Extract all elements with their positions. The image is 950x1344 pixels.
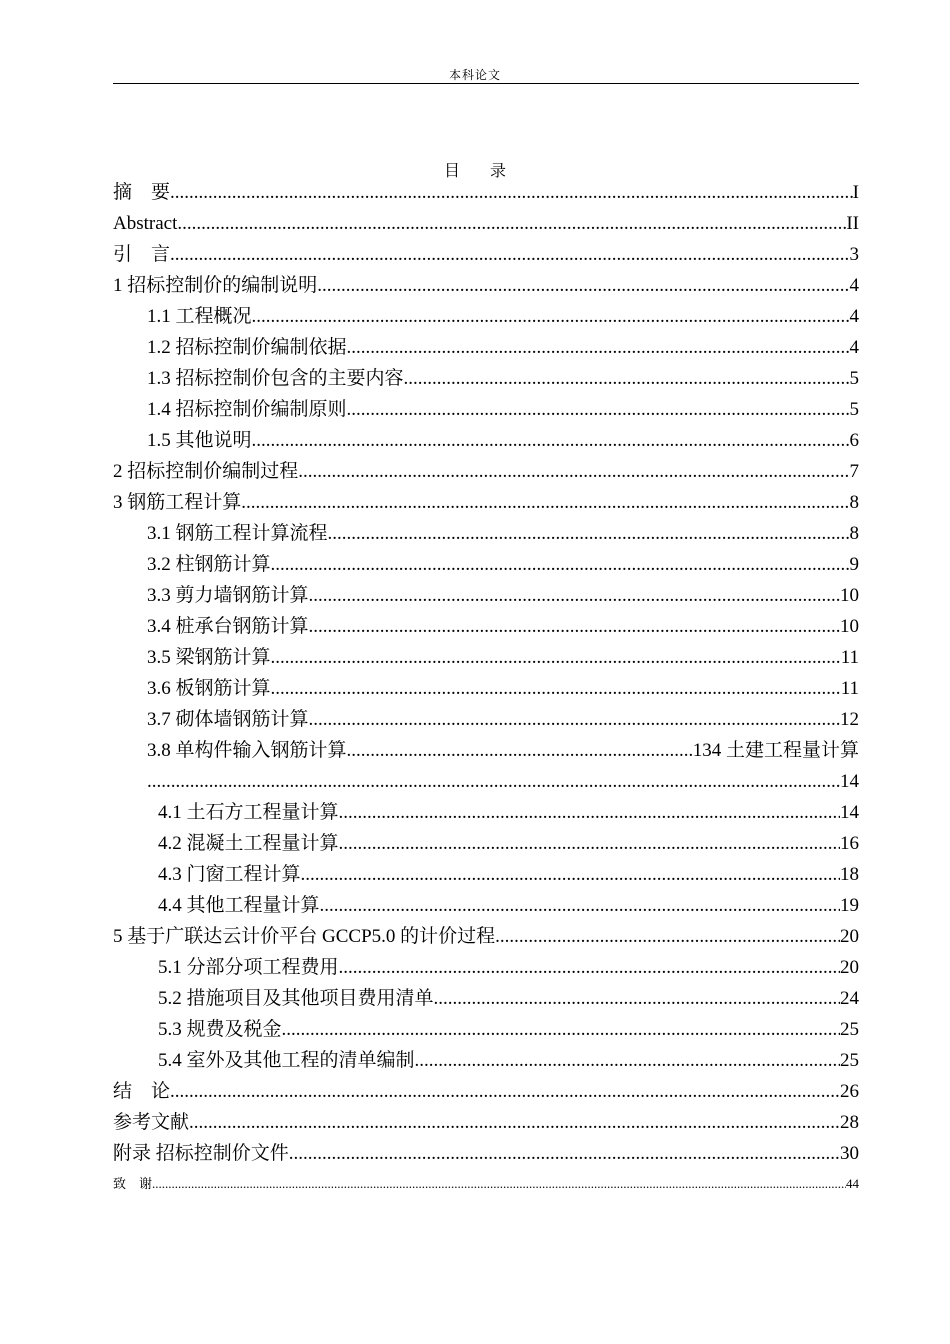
toc-entry[interactable]: 5.1 分部分项工程费用 ..... 20: [113, 952, 859, 983]
toc-entry[interactable]: 1.4 招标控制价编制原则 ..... 5: [113, 394, 859, 425]
toc-entry[interactable]: 3.8 单构件输入钢筋计算 ..... 134 土建工程量计算: [113, 735, 859, 766]
header-rule: [113, 83, 859, 84]
toc-entry[interactable]: 4.1 土石方工程量计算 ..... 14: [113, 797, 859, 828]
toc-entry[interactable]: 3 钢筋工程计算 ..... 8: [113, 487, 859, 518]
toc-entry[interactable]: 5 基于广联达云计价平台 GCCP5.0 的计价过程 ..... 20: [113, 921, 859, 952]
toc-entry[interactable]: 3.7 砌体墙钢筋计算 ..... 12: [113, 704, 859, 735]
toc-entry[interactable]: 引 言 ..... 3: [113, 239, 859, 270]
toc-entry[interactable]: 3.5 梁钢筋计算 ..... 11: [113, 642, 859, 673]
toc-entry[interactable]: 摘 要 ..... I: [113, 177, 859, 208]
toc-entry[interactable]: 1.1 工程概况 ..... 4: [113, 301, 859, 332]
toc-entry[interactable]: 4.4 其他工程量计算 ..... 19: [113, 890, 859, 921]
toc-entry[interactable]: 3.2 柱钢筋计算 ..... 9: [113, 549, 859, 580]
toc-title-left: 目: [443, 163, 460, 180]
toc-entry[interactable]: 附录 招标控制价文件 ..... 30: [113, 1138, 859, 1169]
toc-entry[interactable]: 3.6 板钢筋计算 ..... 11: [113, 673, 859, 704]
toc-entry[interactable]: 3.3 剪力墙钢筋计算 ..... 10: [113, 580, 859, 611]
toc-list: [113, 177, 859, 1199]
toc-entry[interactable]: 4.3 门窗工程计算 ..... 18: [113, 859, 859, 890]
toc-entry[interactable]: 5.2 措施项目及其他项目费用清单 ..... 24: [113, 983, 859, 1014]
running-header: 本科论文: [448, 68, 501, 82]
toc-entry[interactable]: 5.3 规费及税金 ..... 25: [113, 1014, 859, 1045]
toc-entry[interactable]: 参考文献 ..... 28: [113, 1107, 859, 1138]
toc-title-right: 录: [490, 163, 507, 180]
toc-entry[interactable]: 1.5 其他说明 ..... 6: [113, 425, 859, 456]
toc-entry[interactable]: 2 招标控制价编制过程 ..... 7: [113, 456, 859, 487]
toc-entry[interactable]: 结 论 ..... 26: [113, 1076, 859, 1107]
toc-entry[interactable]: Abstract ..... II: [113, 208, 859, 239]
toc-entry[interactable]: 致 谢 ..... 44: [113, 1169, 859, 1199]
toc-entry-continuation[interactable]: ..... 14: [113, 766, 859, 797]
toc-entry[interactable]: 1.3 招标控制价包含的主要内容 ..... 5: [113, 363, 859, 394]
toc-entry[interactable]: 3.4 桩承台钢筋计算 ..... 10: [113, 611, 859, 642]
toc-entry[interactable]: 1.2 招标控制价编制依据 ..... 4: [113, 332, 859, 363]
toc-entry[interactable]: 3.1 钢筋工程计算流程 ..... 8: [113, 518, 859, 549]
toc-entry[interactable]: 4.2 混凝土工程量计算 ..... 16: [113, 828, 859, 859]
toc-entry[interactable]: 1 招标控制价的编制说明 ..... 4: [113, 270, 859, 301]
toc-entry[interactable]: 5.4 室外及其他工程的清单编制 ..... 25: [113, 1045, 859, 1076]
